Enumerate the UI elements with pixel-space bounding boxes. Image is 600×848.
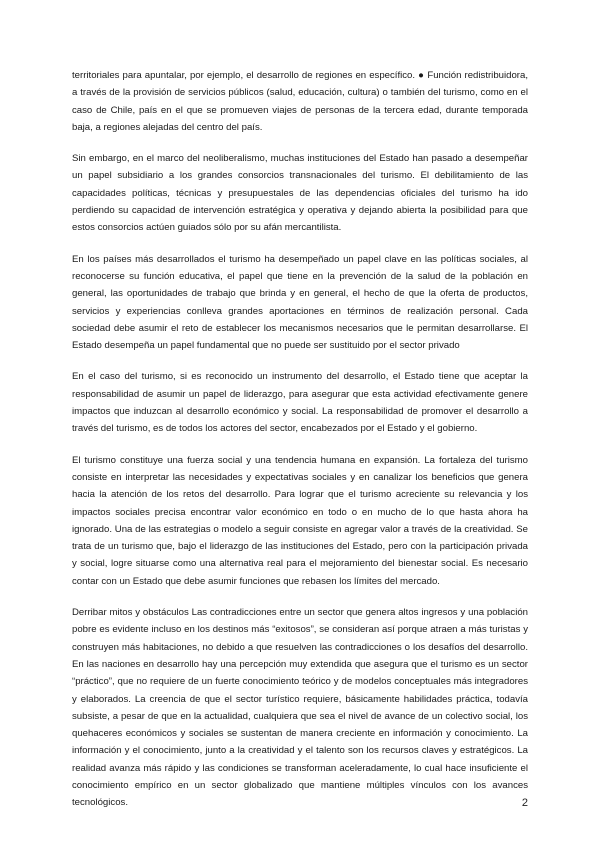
paragraph: territoriales para apuntalar, por ejemplo, el desarrollo de regiones en específico. ● Función redistribuidora, a través de la provisión de servicios públicos (salud, educación, cultura) o también del turismo, como en el caso de Chile, país en el que se promueven viajes de personas de la tercera edad, durante temporada baja, a regiones alejadas del centro del país. xyxy=(72,70,528,133)
page-number: 2 xyxy=(521,797,528,809)
paragraph: En el caso del turismo, si es reconocido un instrumento del desarrollo, el Estado tiene que aceptar la responsabilidad de asumir un papel de liderazgo, para asegurar que esta actividad efectivamente genere impactos que induzcan al desarrollo económico y social. La responsabilidad de promover el desarrollo a través del turismo, es de todos los actores del sector, encabezados por el Estado y el gobierno. xyxy=(72,371,528,435)
document-body xyxy=(72,67,528,826)
paragraph: En los países más desarrollados el turismo ha desempeñado un papel clave en las políticas sociales, al reconocerse su función educativa, el papel que tiene en la prevención de la salud de la población en general, las oportunidades de trabajo que brinda y en general, el hecho de que la oferta de productos, servicios y experiencias conlleva grandes aportaciones en términos de realización personal. Cada sociedad debe asumir el reto de establecer los mecanismos necesarios que le permitan desarrollarse. El Estado desempeña un papel fundamental que no puede ser sustituido por el sector privado xyxy=(72,253,528,352)
paragraph: El turismo constituye una fuerza social y una tendencia humana en expansión. La fortaleza del turismo consiste en interpretar las necesidades y expectativas sociales y en canalizar los beneficios que genera hacia la atención de los retos del desarrollo. Para lograr que el turismo acreciente su relevancia y los impactos sociales precisa encontrar valor económico en todo o en mucho de lo que hasta ahora ha ignorado. Una de las estrategias o modelo a seguir consiste en agregar valor a través de la creatividad. Se trata de un turismo que, bajo el liderazgo de las instituciones del Estado, pero con la participación privada y social, logre situarse como una alternativa real para el mejoramiento del bienestar social. Es necesario contar con un Estado que debe asumir funciones que rebasen los límites del mercado. xyxy=(72,454,528,587)
paragraph: Derribar mitos y obstáculos Las contradicciones entre un sector que genera altos ingresos y una población pobre es evidente incluso en los destinos más “exitosos”, se consideran así porque atraen a más turistas y construyen más habitaciones, no debido a que resuelven las contradicciones o los desafíos del desarrollo. En las naciones en desarrollo hay una percepción muy extendida que asegura que el turismo es un sector “práctico”, que no requiere de un fuerte conocimiento teórico y de modelos conceptuales más integradores y elaborados. La creencia de que el sector turístico requiere, básicamente habilidades práctica, todavía subsiste, a pesar de que en la actualidad, cualquiera que sea el nivel de avance de un colectivo social, los quehaceres económicos y sociales se sustentan de manera creciente en información y conocimiento. La información y el conocimiento, junto a la creatividad y el talento son los recursos claves y estratégicos. La realidad avanza más rápido y las condiciones se transforman aceleradamente, lo cual hace insuficiente el conocimiento empírico en un sector globalizado que mantiene múltiples vínculos con los avances tecnológicos. xyxy=(72,607,528,809)
paragraph: Sin embargo, en el marco del neoliberalismo, muchas instituciones del Estado han pasado a desempeñar un papel subsidiario a los grandes consorcios transnacionales del turismo. El debilitamiento de las capacidades políticas, técnicas y presupuestales de las dependencias oficiales del turismo ha ido perdiendo su capacidad de intervención estratégica y operativa y dejando abierta la posibilidad para que estos consorcios actúen guiados sólo por su afán mercantilista. xyxy=(72,153,528,234)
